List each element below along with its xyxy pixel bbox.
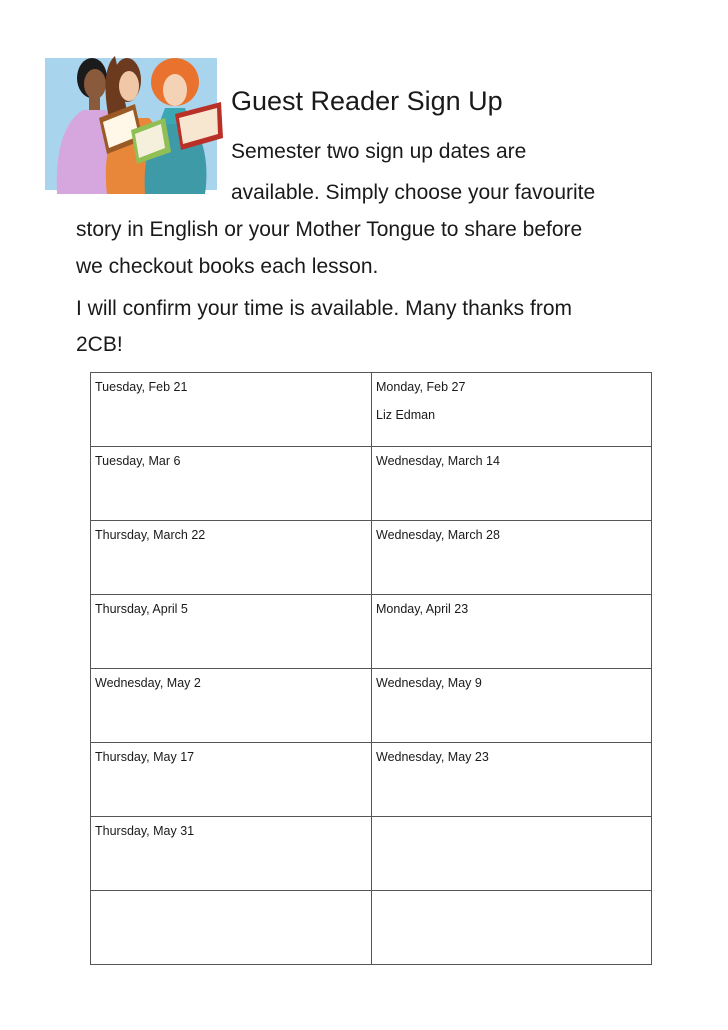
intro-line: available. Simply choose your favourite bbox=[231, 181, 596, 204]
intro-line: I will confirm your time is available. Many thanks from bbox=[76, 297, 572, 320]
table-row bbox=[91, 447, 652, 521]
empty-cell[interactable] bbox=[372, 817, 652, 891]
date-label: Monday, April 23 bbox=[376, 602, 469, 616]
date-label: Thursday, May 31 bbox=[95, 824, 195, 838]
date-label: Tuesday, Mar 6 bbox=[95, 454, 181, 468]
date-label: Monday, Feb 27 bbox=[376, 380, 466, 394]
page-title: Guest Reader Sign Up bbox=[231, 86, 503, 116]
date-cell[interactable] bbox=[372, 743, 652, 817]
date-label: Thursday, April 5 bbox=[95, 602, 188, 616]
date-label: Wednesday, May 2 bbox=[95, 676, 201, 690]
table-row bbox=[91, 891, 652, 965]
date-cell[interactable] bbox=[91, 447, 372, 521]
table-row bbox=[91, 817, 652, 891]
date-cell[interactable] bbox=[372, 595, 652, 669]
table-row bbox=[91, 669, 652, 743]
date-cell[interactable] bbox=[372, 373, 652, 447]
empty-cell[interactable] bbox=[91, 891, 372, 965]
date-label: Wednesday, March 14 bbox=[376, 454, 500, 468]
date-label: Wednesday, May 9 bbox=[376, 676, 482, 690]
intro-line: Semester two sign up dates are bbox=[231, 140, 527, 163]
date-cell[interactable] bbox=[91, 521, 372, 595]
date-cell[interactable] bbox=[91, 817, 372, 891]
reader-name: Liz Edman bbox=[376, 408, 436, 422]
table-row bbox=[91, 743, 652, 817]
intro-line: story in English or your Mother Tongue to share before bbox=[76, 218, 583, 241]
date-label: Tuesday, Feb 21 bbox=[95, 380, 188, 394]
signup-table bbox=[90, 372, 652, 965]
empty-cell[interactable] bbox=[372, 891, 652, 965]
date-cell[interactable] bbox=[91, 373, 372, 447]
date-label: Thursday, March 22 bbox=[95, 528, 206, 542]
date-label: Wednesday, March 28 bbox=[376, 528, 500, 542]
readers-illustration bbox=[45, 44, 225, 194]
date-cell[interactable] bbox=[91, 595, 372, 669]
date-cell[interactable] bbox=[91, 743, 372, 817]
table-row bbox=[91, 373, 652, 447]
date-cell[interactable] bbox=[372, 669, 652, 743]
date-cell[interactable] bbox=[372, 521, 652, 595]
table-row bbox=[91, 595, 652, 669]
intro-line: we checkout books each lesson. bbox=[76, 255, 379, 278]
date-cell[interactable] bbox=[372, 447, 652, 521]
date-cell[interactable] bbox=[91, 669, 372, 743]
date-label: Thursday, May 17 bbox=[95, 750, 195, 764]
date-label: Wednesday, May 23 bbox=[376, 750, 489, 764]
table-row bbox=[91, 521, 652, 595]
intro-line: 2CB! bbox=[76, 333, 123, 356]
